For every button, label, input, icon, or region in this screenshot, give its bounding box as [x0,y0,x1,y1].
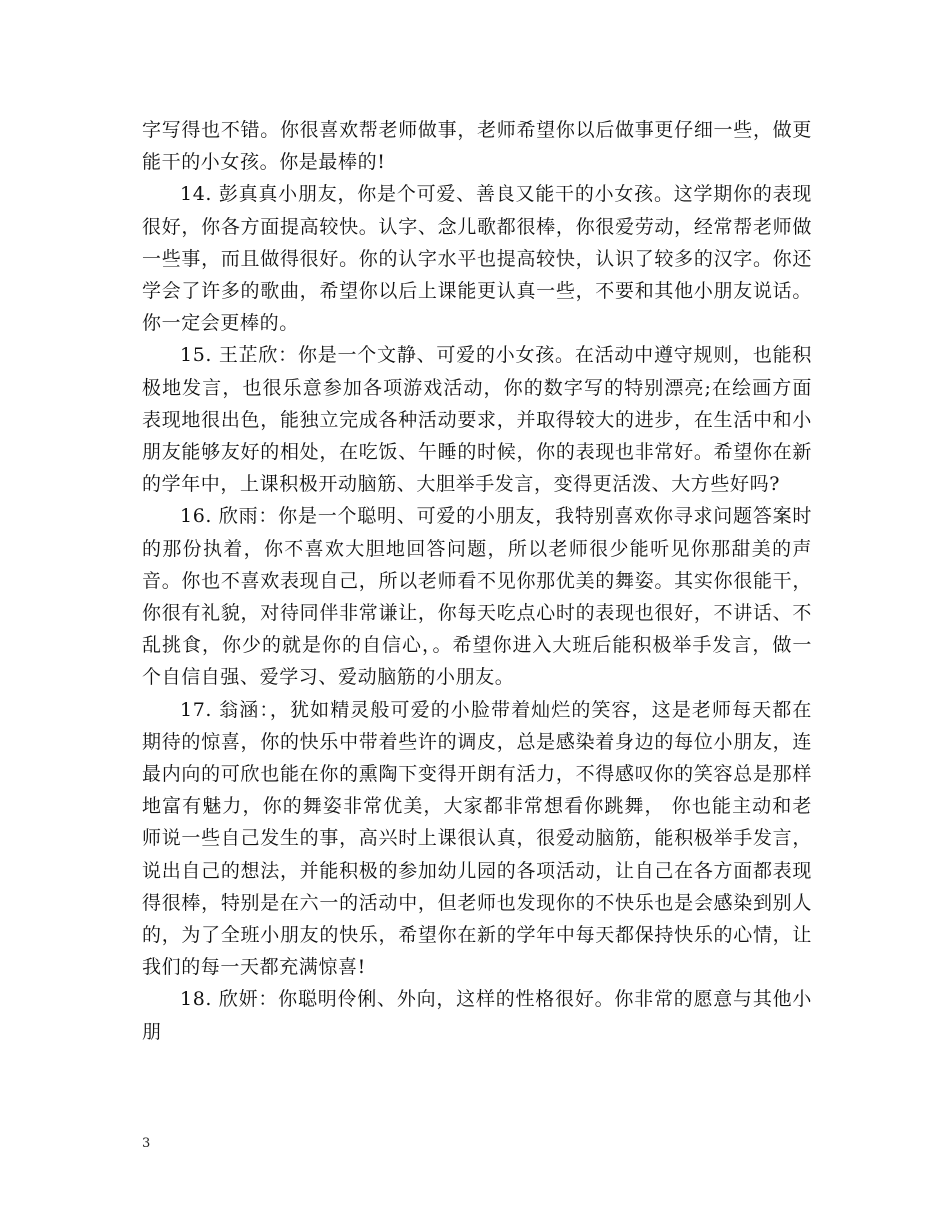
paragraph-continuation: 字写得也不错。你很喜欢帮老师做事，老师希望你以后做事更仔细一些，做更能干的小女孩。你是最棒的! [142,119,812,174]
document-body [142,114,812,1048]
paragraph-item-17: 17. 翁涵：，犹如精灵般可爱的小脸带着灿烂的笑容，这是老师每天都在期待的惊喜，你的快乐中带着些许的调皮，总是感染着身边的每位小朋友，连最内向的可欣也能在你的熏陶下变得开朗有活力，不得感叹你的笑容总是那样地富有魅力，你的舞姿非常优美，大家都非常想看你跳舞， 你也能主动和老师说一些自己发生的事，高兴时上课很认真，很爱动脑筋，能积极举手发言，说出自己的想法，并能积极的参加幼儿园的各项活动，让自己在各方面都表现得很棒，特别是在六一的活动中，但老师也发现你的不快乐也是会感染到别人的，为了全班小朋友的快乐，希望你在新的学年中每天都保持快乐的心情，让我们的每一天都充满惊喜! [142,698,812,979]
paragraph-item-16: 16. 欣雨：你是一个聪明、可爱的小朋友，我特别喜欢你寻求问题答案时的那份执着，你不喜欢大胆地回答问题，所以老师很少能听见你那甜美的声音。你也不喜欢表现自己，所以老师看不见你那优美的舞姿。其实你很能干，你很有礼貌，对待同伴非常谦让，你每天吃点心时的表现也很好，不讲话、不乱挑食，你少的就是你的自信心，。希望你进入大班后能积极举手发言，做一个自信自强、爱学习、爱动脑筋的小朋友。 [142,505,812,689]
paragraph-item-15: 15. 王芷欣：你是一个文静、可爱的小女孩。在活动中遵守规则，也能积极地发言，也很乐意参加各项游戏活动，你的数字写的特别漂亮;在绘画方面表现地很出色，能独立完成各种活动要求，并取得较大的进步，在生活中和小朋友能够友好的相处，在吃饭、午睡的时候，你的表现也非常好。希望你在新的学年中，上课积极开动脑筋、大胆举手发言，变得更活泼、大方些好吗? [142,344,812,496]
page-number: 3 [142,1136,151,1151]
paragraph-item-14: 14. 彭真真小朋友，你是个可爱、善良又能干的小女孩。这学期你的表现很好，你各方面提高较快。认字、念儿歌都很棒，你很爱劳动，经常帮老师做一些事，而且做得很好。你的认字水平也提高较快，认识了较多的汉字。你还学会了许多的歌曲，希望你以后上课能更认真一些，不要和其他小朋友说话。你一定会更棒的。 [142,183,812,335]
paragraph-item-18: 18. 欣妍：你聪明伶俐、外向，这样的性格很好。你非常的愿意与其他小朋 [142,988,812,1043]
